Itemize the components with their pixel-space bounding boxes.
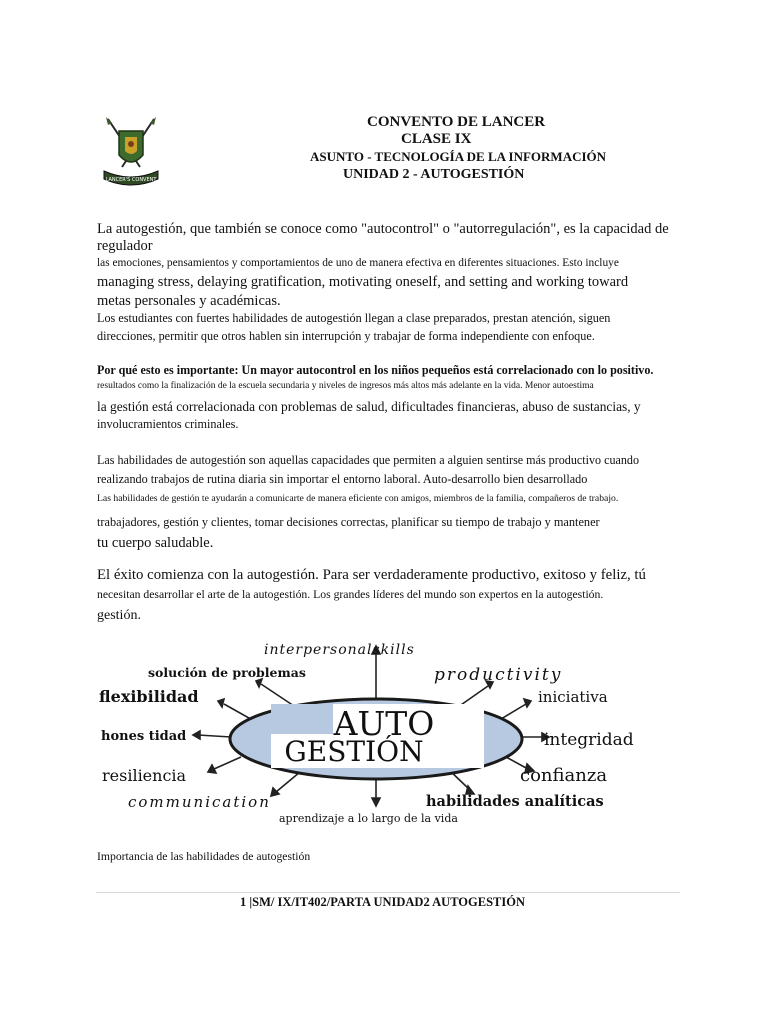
svg-text:LANCER'S CONVENT: LANCER'S CONVENT (105, 177, 157, 183)
label-analiticas: habilidades analíticas (426, 793, 604, 810)
school-crest-icon (100, 115, 162, 193)
paragraph-3-line-1: Las habilidades de autogestión son aquellas capacidades que permiten a alguien sentirse más productivo cuando (97, 453, 640, 467)
label-integridad: integridad (544, 730, 634, 750)
unit-title: UNIDAD 2 - AUTOGESTIÓN (343, 167, 525, 182)
school-logo (100, 115, 162, 193)
diagram-svg (96, 632, 662, 828)
paragraph-1-line-6: Los estudiantes con fuertes habilidades de autogestión llegan a clase preparados, prestan atención, siguen (97, 311, 611, 325)
center-label-top: AUTO (333, 704, 435, 743)
center-label-bottom: GESTIÓN (284, 735, 424, 768)
paragraph-1-line-4: managing stress, delaying gratification, motivating oneself, and setting and working toward (97, 274, 629, 290)
paragraph-4-line-2: necesitan desarrollar el arte de la autogestión. Los grandes líderes del mundo son expertos en la autogestión. (97, 588, 604, 601)
paragraph-3-line-3: Las habilidades de gestión te ayudarán a comunicarte de manera eficiente con amigos, miembros de la familia, compañeros de trabajo. (97, 493, 619, 504)
subject-title: ASUNTO - TECNOLOGÍA DE LA INFORMACIÓN (310, 149, 607, 164)
spoke-resiliencia (214, 757, 241, 769)
label-communication: communication (128, 793, 271, 811)
paragraph-2-line-1: Por qué esto es importante: Un mayor autocontrol en los niños pequeños está correlacionado con lo positivo. (97, 363, 654, 377)
paragraph-2-line-3: la gestión está correlacionada con problemas de salud, dificultades financieras, abuso de sustancias, y (97, 399, 641, 414)
label-honestidad: hones tidad (101, 729, 187, 744)
paragraph-4-line-1: El éxito comienza con la autogestión. Para ser verdaderamente productivo, exitoso y feliz, tú (97, 567, 646, 583)
school-name: CONVENTO DE LANCER (367, 114, 546, 130)
label-interpersonal: interpersonalskills (264, 642, 415, 658)
label-flexibilidad: flexibilidad (99, 687, 199, 706)
paragraph-1-line-3: las emociones, pensamientos y comportamientos de uno de manera efectiva en diferentes situaciones. Esto incluye (97, 257, 619, 269)
label-iniciativa: iniciativa (538, 688, 608, 706)
paragraph-3-line-5: tu cuerpo saludable. (97, 535, 214, 551)
paragraph-1-line-5: metas personales y académicas. (97, 293, 281, 309)
paragraph-2-line-4: involucramientos criminales. (97, 417, 239, 431)
page-footer: 1 |SM/ IX/IT402/PARTA UNIDAD2 AUTOGESTIÓN (240, 895, 525, 909)
paragraph-3-line-4: trabajadores, gestión y clientes, tomar decisiones correctas, planificar su tiempo de trabajo y mantener (97, 515, 600, 529)
paragraph-1-line-2: regulador (97, 238, 153, 254)
label-confianza: confianza (520, 765, 608, 786)
paragraph-1-line-7: direcciones, permitir que otros hablen sin interrupción y trabajar de forma independiente con enfoque. (97, 329, 595, 343)
self-management-diagram (96, 632, 662, 828)
paragraph-2-line-2: resultados como la finalización de la escuela secundaria y niveles de ingresos más altos más adelante en la vida. Menor autoestima (97, 381, 594, 391)
class-title: CLASE IX (401, 131, 472, 147)
paragraph-3-line-2: realizando trabajos de rutina diaria sin importar el entorno laboral. Auto-desarrollo bien desarrollado (97, 472, 588, 486)
paragraph-1-line-1: La autogestión, que también se conoce como "autocontrol" o "autorregulación", es la capacidad de (97, 221, 669, 237)
label-resiliencia: resiliencia (102, 766, 187, 785)
spoke-honestidad (198, 735, 231, 737)
label-solucion: solución de problemas (148, 665, 306, 680)
footer-divider (96, 892, 680, 893)
label-aprendizaje: aprendizaje a lo largo de la vida (279, 812, 458, 825)
paragraph-4-line-3: gestión. (97, 608, 141, 623)
label-productivity: productivity (434, 665, 563, 685)
figure-caption: Importancia de las habilidades de autogestión (97, 850, 311, 863)
